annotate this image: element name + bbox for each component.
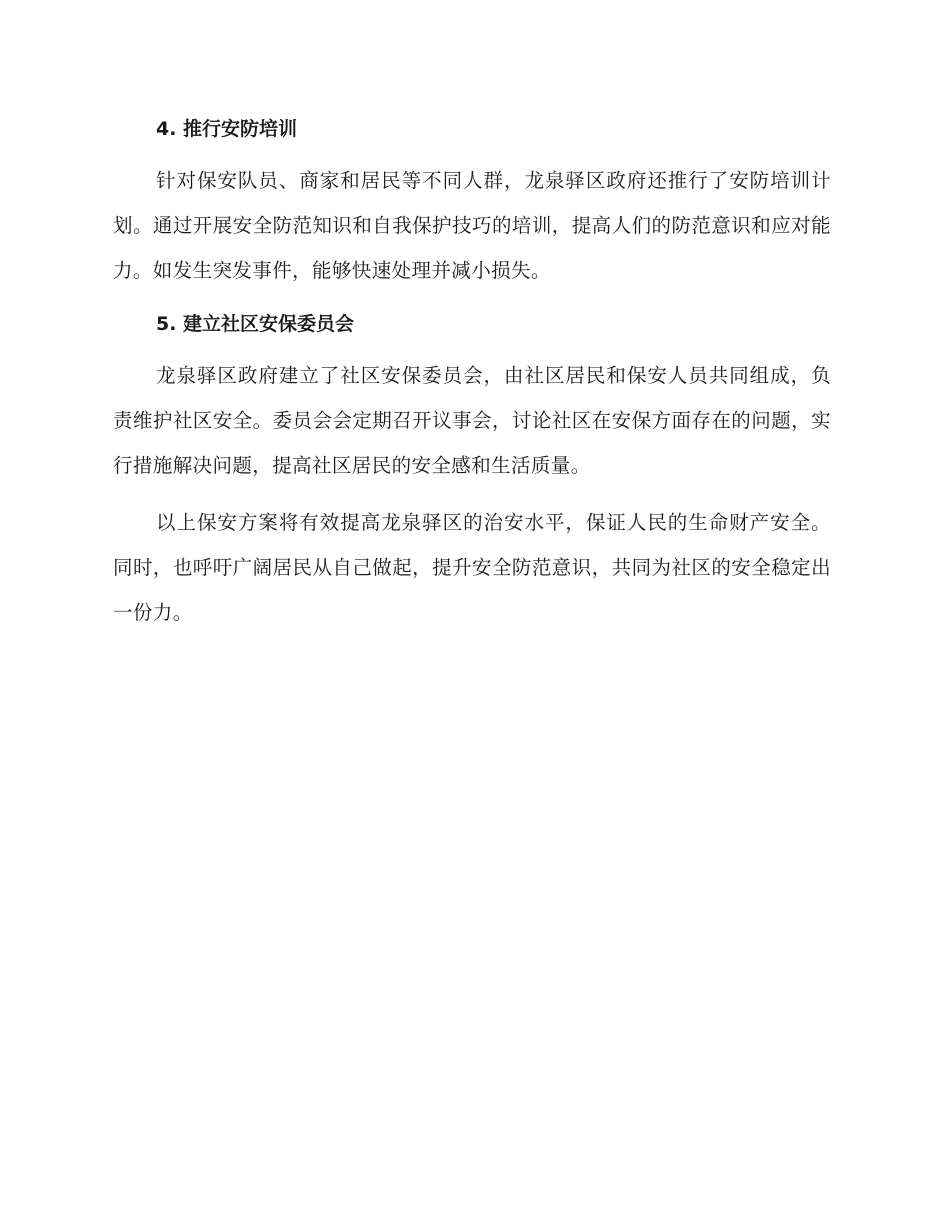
section-heading-5: 5. 建立社区安保委员会 bbox=[156, 313, 355, 335]
conclusion-paragraph: 以上保安方案将有效提高龙泉驿区的治安水平，保证人民的生命财产安全。同时，也呼吁广阔居民从自己做起，提升安全防范意识，共同为社区的安全稳定出一份力。 bbox=[113, 511, 831, 624]
section-5-paragraph: 龙泉驿区政府建立了社区安保委员会，由社区居民和保安人员共同组成，负责维护社区安全。委员会会定期召开议事会，讨论社区在安保方面存在的问题，实行措施解决问题，提高社区居民的安全感和生活质量。 bbox=[113, 364, 831, 477]
section-heading-4: 4. 推行安防培训 bbox=[156, 118, 298, 140]
document-page bbox=[113, 112, 831, 635]
section-4-paragraph: 针对保安队员、商家和居民等不同人群，龙泉驿区政府还推行了安防培训计划。通过开展安全防范知识和自我保护技巧的培训，提高人们的防范意识和应对能力。如发生突发事件，能够快速处理并减小损失。 bbox=[113, 169, 831, 282]
